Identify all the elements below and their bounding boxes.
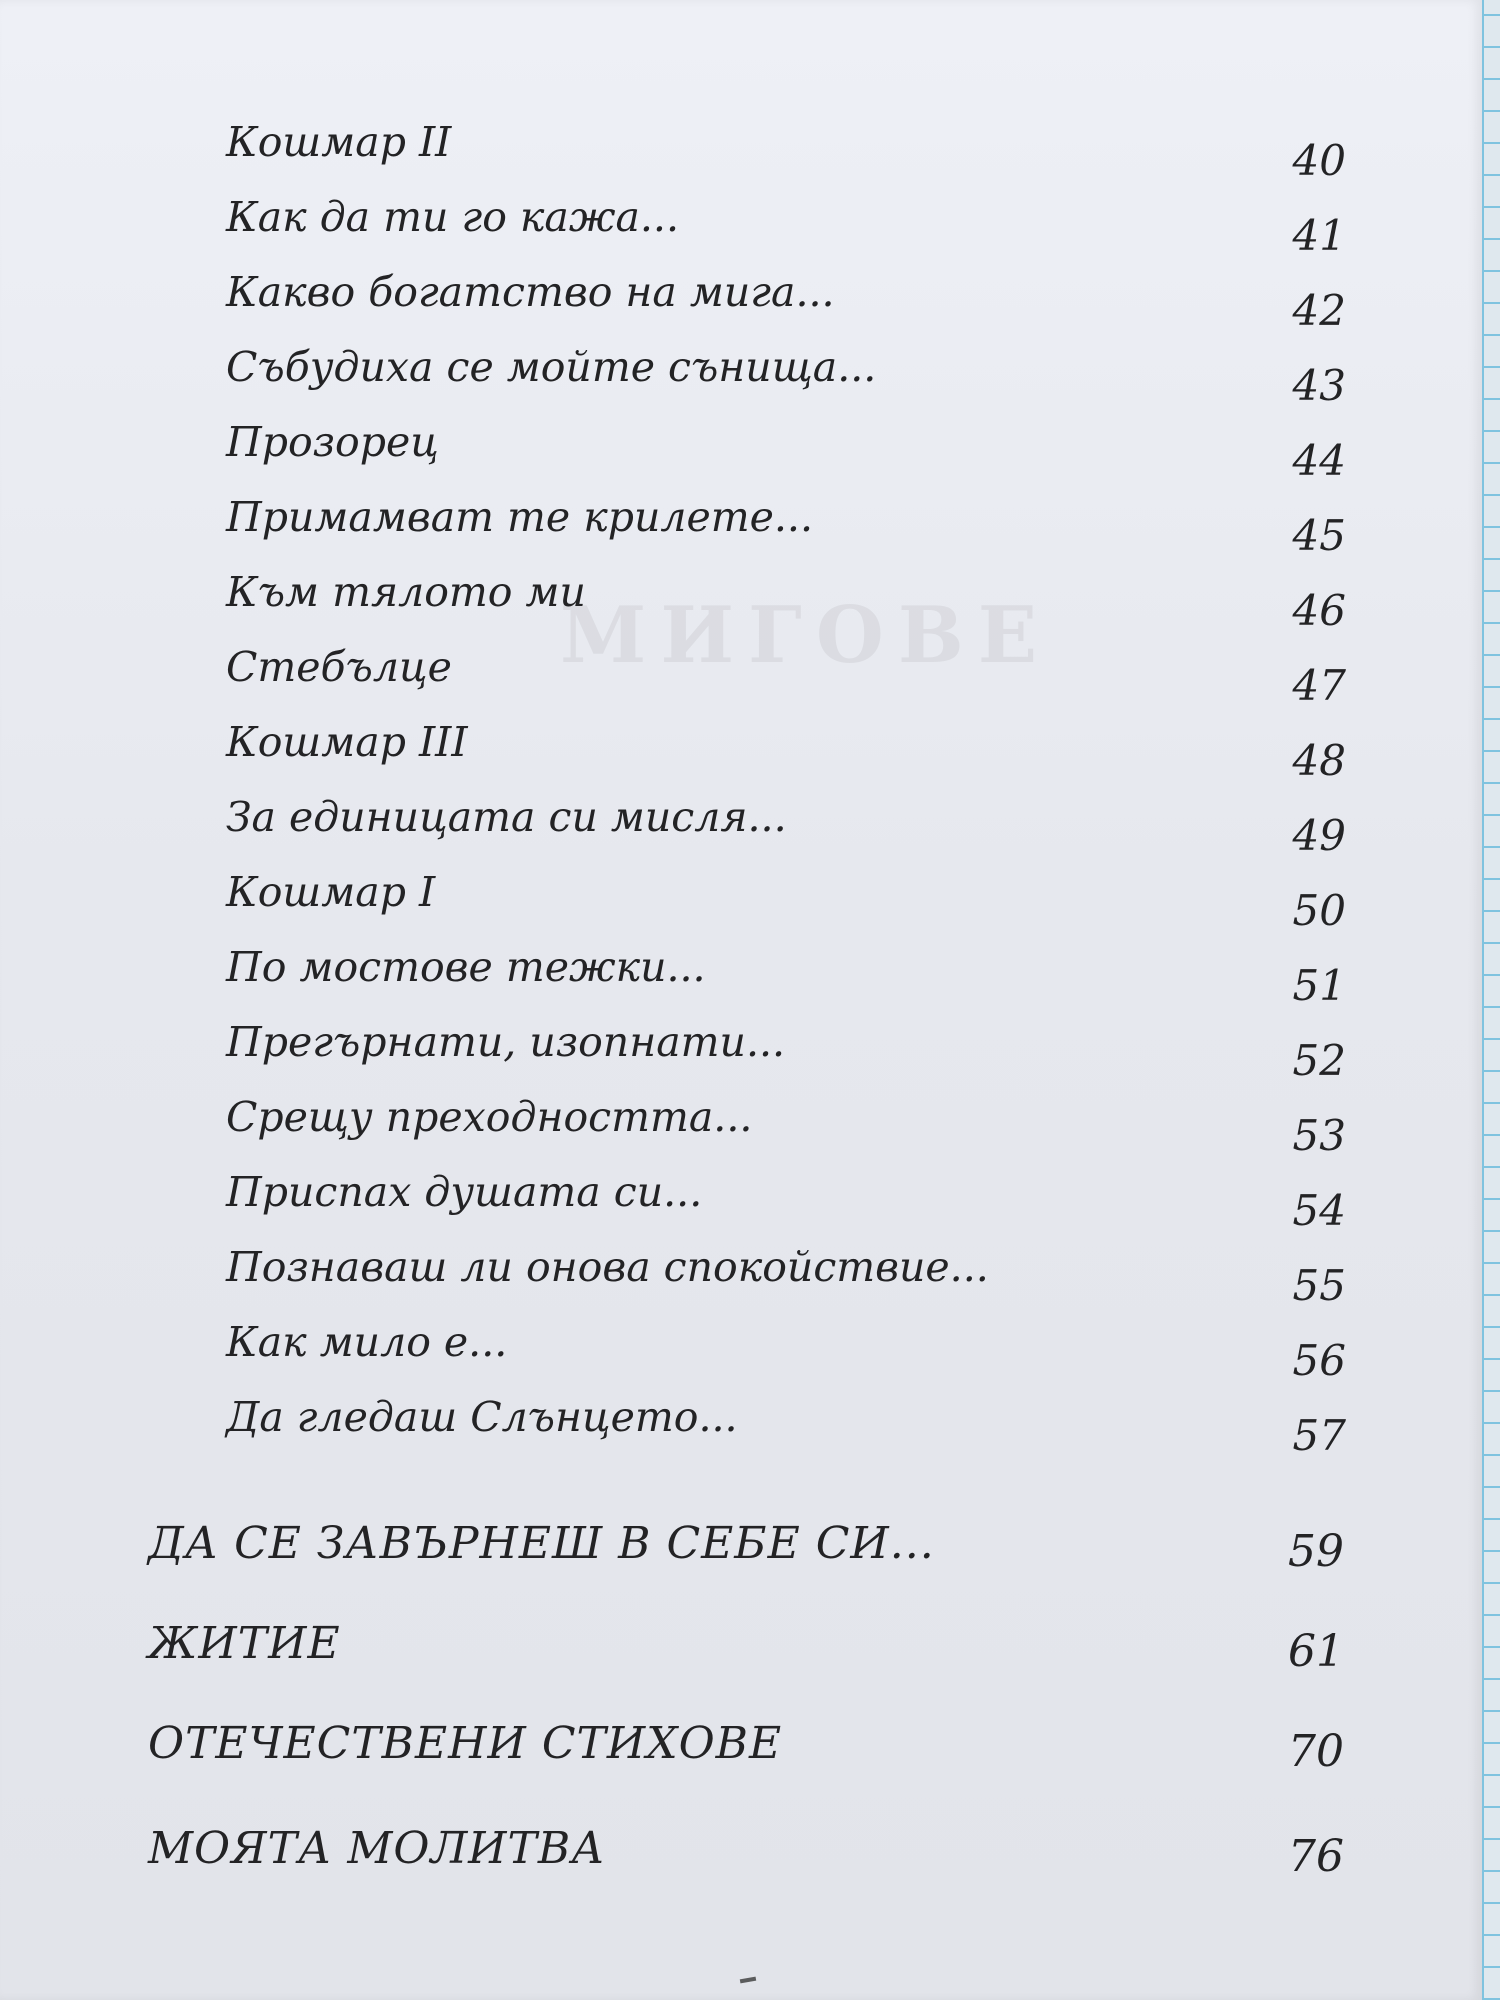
toc-entry-page: 46 — [1292, 586, 1346, 635]
toc-entry — [0, 1393, 1482, 1460]
toc-section-title: ЖИТИЕ — [148, 1618, 341, 1669]
toc-entry-title: Да гледаш Слънцето... — [226, 1393, 738, 1441]
toc-entry-title: Кошмар II — [226, 118, 452, 166]
toc-section — [0, 1618, 1482, 1678]
toc-entry-title: Към тялото ми — [226, 568, 586, 616]
toc-entry-page: 48 — [1292, 736, 1346, 785]
toc-entry-page: 40 — [1292, 136, 1346, 185]
toc-entry — [0, 793, 1482, 860]
toc-entry-page: 47 — [1292, 661, 1346, 710]
toc-section-page: 76 — [1288, 1831, 1344, 1882]
toc-entry-page: 44 — [1292, 436, 1346, 485]
toc-entry-title: Събудиха се мойте сънища... — [226, 343, 877, 391]
toc-entry-title: Кошмар III — [226, 718, 468, 766]
toc-entry — [0, 868, 1482, 935]
toc-entry-title: Прегърнати, изопнати... — [226, 1018, 786, 1066]
toc-entry — [0, 643, 1482, 710]
toc-entry — [0, 1168, 1482, 1235]
toc-entry-page: 54 — [1292, 1186, 1346, 1235]
grid-paper-strip — [1482, 0, 1500, 2000]
toc-entry-page: 42 — [1292, 286, 1346, 335]
toc-entry — [0, 1093, 1482, 1160]
toc-entry-title: По мостове тежки... — [226, 943, 706, 991]
toc-entry-page: 52 — [1292, 1036, 1346, 1085]
toc-entry-page: 41 — [1292, 211, 1346, 260]
toc-entry-title: За единицата си мисля... — [226, 793, 787, 841]
toc-entry — [0, 943, 1482, 1010]
toc-section-title: МОЯТА МОЛИТВА — [148, 1823, 606, 1874]
toc-entry — [0, 718, 1482, 785]
toc-entry-title: Стебълце — [226, 643, 452, 691]
toc-entry-title: Прозорец — [226, 418, 439, 466]
toc-entry-page: 49 — [1292, 811, 1346, 860]
toc-entry-title: Примамват те крилете... — [226, 493, 813, 541]
toc-entry — [0, 343, 1482, 410]
toc-entry-page: 55 — [1292, 1261, 1346, 1310]
toc-entry-title: Срещу преходността... — [226, 1093, 753, 1141]
toc-entry-page: 53 — [1292, 1111, 1346, 1160]
toc-entry-page: 51 — [1292, 961, 1346, 1010]
toc-section — [0, 1718, 1482, 1778]
page-mark — [740, 1977, 756, 1984]
toc-entry-page: 56 — [1292, 1336, 1346, 1385]
toc-entry-title: Какво богатство на мига... — [226, 268, 835, 316]
toc-section-page: 59 — [1288, 1526, 1344, 1577]
toc-entry-page: 43 — [1292, 361, 1346, 410]
toc-section — [0, 1518, 1482, 1578]
toc-entry — [0, 118, 1482, 185]
toc-entry-page: 45 — [1292, 511, 1346, 560]
toc-section — [0, 1823, 1482, 1883]
toc-entry — [0, 568, 1482, 635]
toc-entry-page: 50 — [1292, 886, 1346, 935]
toc-entry-title: Как да ти го кажа... — [226, 193, 679, 241]
toc-entry — [0, 1018, 1482, 1085]
toc-entry — [0, 1318, 1482, 1385]
toc-entry-page: 57 — [1292, 1411, 1346, 1460]
toc-entry-title: Кошмар I — [226, 868, 436, 916]
toc-entry-title: Приспах душата си... — [226, 1168, 703, 1216]
toc-section-page: 61 — [1288, 1626, 1344, 1677]
toc-section-title: ОТЕЧЕСТВЕНИ СТИХОВЕ — [148, 1718, 783, 1769]
toc-entry — [0, 493, 1482, 560]
toc-entry-title: Как мило е... — [226, 1318, 508, 1366]
toc-entry — [0, 418, 1482, 485]
toc-entry-title: Познаваш ли онова спокойствие... — [226, 1243, 989, 1291]
toc-section-title: ДА СЕ ЗАВЪРНЕШ В СЕБЕ СИ... — [148, 1518, 935, 1569]
toc-entry — [0, 268, 1482, 335]
toc-entry — [0, 1243, 1482, 1310]
toc-entry — [0, 193, 1482, 260]
show-through-text: МИГОВЕ — [560, 590, 1052, 681]
toc-section-page: 70 — [1288, 1726, 1344, 1777]
